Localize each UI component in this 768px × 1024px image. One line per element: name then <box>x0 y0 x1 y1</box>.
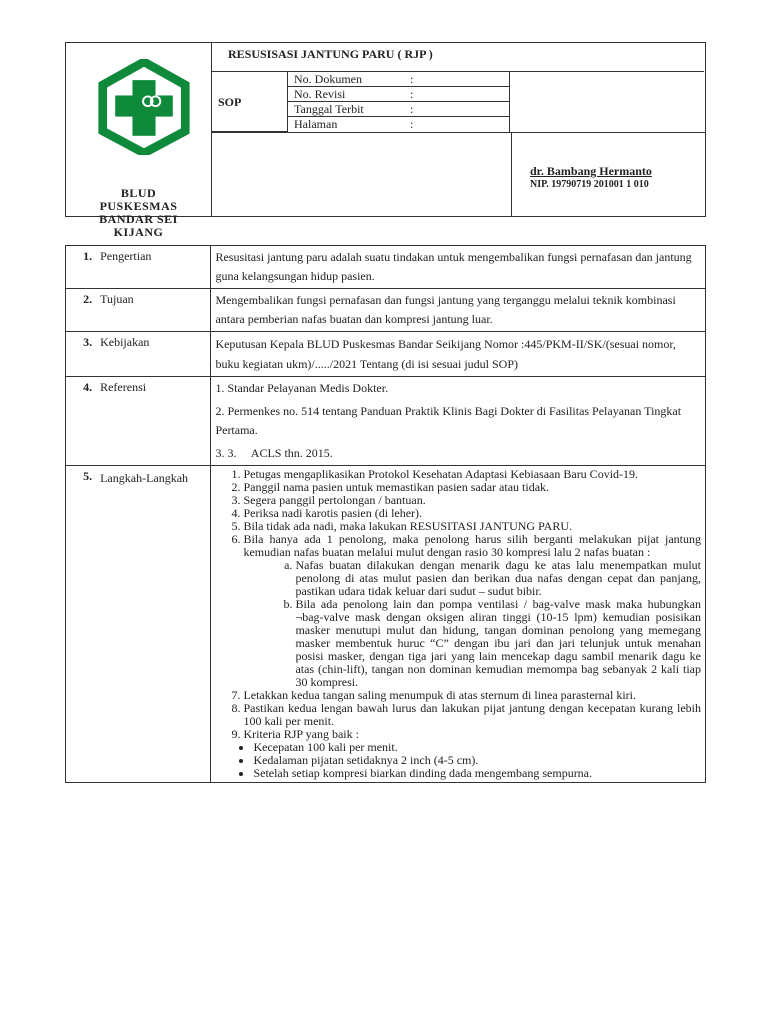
section-row <box>66 289 706 332</box>
referensi-item: 1. Standar Pelayanan Medis Dokter. <box>215 381 389 395</box>
section-row <box>66 466 706 783</box>
meta-row-tanggal <box>288 102 509 117</box>
tujuan-text: Mengembalikan fungsi pernafasan dan fungsi jantung yang terganggu melalui teknik kombinasi antara pemberian nafas buatan dan kompresi jantung luar. <box>215 293 676 326</box>
section-content <box>211 466 706 783</box>
document-header <box>65 42 706 239</box>
kebijakan-text: Keputusan Kepala BLUD Puskesmas Bandar Seikijang Nomor :445/PKM-II/SK/(sesuai nomor, buku kegiatan ukm)/...../2021 Tentang (di isi sesuai judul SOP) <box>215 337 676 371</box>
blank-cell <box>212 132 512 216</box>
meta-row-revisi <box>288 87 509 102</box>
step-item: 1. Petugas mengaplikasikan Protokol Kesehatan Adaptasi Kebiasaan Baru Covid-19. <box>243 468 701 481</box>
org-line: KIJANG <box>113 225 164 239</box>
section-label-text: Langkah-Langkah <box>100 471 189 485</box>
section-label: Pengertian <box>96 246 211 289</box>
document-meta <box>288 72 510 132</box>
criteria-item: • Setelah setiap kompresi biarkan dinding dada mengembang sempurna. <box>253 767 701 780</box>
section-number: 4. <box>66 377 97 466</box>
section-content <box>211 332 706 377</box>
signer-nip: NIP. 19790719 201001 1 010 <box>530 179 649 190</box>
logo-cell <box>66 43 212 239</box>
meta-row-halaman <box>288 117 509 132</box>
step-item: 8. Pastikan kedua lengan bawah lurus dan lakukan pijat jantung dengan kecepatan kurang lebih 100 kali per menit. <box>243 702 701 728</box>
step-item: 3. Segera panggil pertolongan / bantuan. <box>243 494 701 507</box>
org-line: BANDAR SEI <box>99 212 178 226</box>
meta-colon: : <box>410 72 414 86</box>
step-item: 5. Bila tidak ada nadi, maka lakukan RESUSITASI JANTUNG PARU. <box>243 520 701 533</box>
section-row <box>66 332 706 377</box>
meta-label: No. Dokumen <box>294 72 362 86</box>
section-number: 2. <box>66 289 97 332</box>
section-number: 5. <box>66 466 97 783</box>
step-item: 2. Panggil nama pasien untuk memastikan pasien sadar atau tidak. <box>243 481 701 494</box>
pengertian-text: Resusitasi jantung paru adalah suatu tindakan untuk mengembalikan fungsi pernafasan dan jantung guna kelangsungan hidup pasien. <box>215 250 692 283</box>
meta-colon: : <box>410 117 414 131</box>
section-content <box>211 377 706 466</box>
referensi-item: 2. Permenkes no. 514 tentang Panduan Praktik Klinis Bagi Dokter di Fasilitas Pelayanan Tingkat Pertama. <box>215 404 682 437</box>
document-title: RESUSISASI JANTUNG PARU ( RJP ) <box>212 43 704 72</box>
signer-name: dr. Bambang Hermanto <box>530 164 652 178</box>
meta-label: Halaman <box>294 117 338 131</box>
org-line: BLUD <box>120 186 157 200</box>
sub-step-item: a. Nafas buatan dilakukan dengan menarik dagu ke atas lalu menempatkan mulut penolong di atas mulut pasien dan berikan dua nafas dengan cepat dan panjang, pastikan udara tidak keluar dari sudut – sudut bibir. <box>295 559 701 598</box>
criteria-list <box>215 741 701 780</box>
meta-row-dokumen <box>288 72 509 87</box>
puskesmas-logo <box>96 59 192 155</box>
step-text: Bila hanya ada 1 penolong, maka penolong harus silih berganti melakukan pijat jantung kemudian nafas buatan melalui mulut dengan rasio 30 kompresi lalu 2 nafas buatan : <box>243 532 701 559</box>
section-number: 3. <box>66 332 97 377</box>
sop-label: SOP <box>212 72 288 132</box>
section-content <box>211 246 706 289</box>
section-label: Referensi <box>96 377 211 466</box>
meta-label: No. Revisi <box>294 87 346 101</box>
sop-content-table <box>65 245 706 783</box>
step-item: 4. Periksa nadi karotis pasien (di leher). <box>243 507 701 520</box>
sub-steps-list <box>243 559 701 689</box>
criteria-item: • Kedalaman pijatan setidaknya 2 inch (4-5 cm). <box>253 754 701 767</box>
org-line: PUSKESMAS <box>99 199 178 213</box>
organization-name <box>66 187 211 239</box>
section-row <box>66 377 706 466</box>
section-content <box>211 289 706 332</box>
steps-list <box>215 468 701 741</box>
referensi-item: 3. 3. ACLS thn. 2015. <box>215 446 333 460</box>
meta-colon: : <box>410 87 414 101</box>
meta-colon: : <box>410 102 414 116</box>
section-label: Kebijakan <box>96 332 211 377</box>
criteria-item: • Kecepatan 100 kali per menit. <box>253 741 701 754</box>
section-label <box>96 466 211 783</box>
sub-step-item: b. Bila ada penolong lain dan pompa ventilasi / bag-valve mask maka hubungkan ¬bag-valve mask dengan oksigen aliran tinggi (10-15 lpm) kemudian posisikan masker menutupi mulut dan hidung, tangan dominan penolong yang memegang masker membentuk huruc “C” dengan ibu jari dan jari telunjuk untuk menahan posisi masker, dengan tiga jari yang lain mencekap dagu sambil menarik dagu ke atas (chin-lift), tangan non dominan kemudian memompa bag sebanyak 2 kali tiap 30 kompresi. <box>295 598 701 689</box>
step-item: 7. Letakkan kedua tangan saling menumpuk di atas sternum di linea parasternal kiri. <box>243 689 701 702</box>
step-item: 9. Kriteria RJP yang baik : <box>243 728 701 741</box>
signature-block <box>512 132 706 217</box>
section-label: Tujuan <box>96 289 211 332</box>
section-row <box>66 246 706 289</box>
step-item <box>243 533 701 689</box>
meta-label: Tanggal Terbit <box>294 102 364 116</box>
section-number: 1. <box>66 246 97 289</box>
